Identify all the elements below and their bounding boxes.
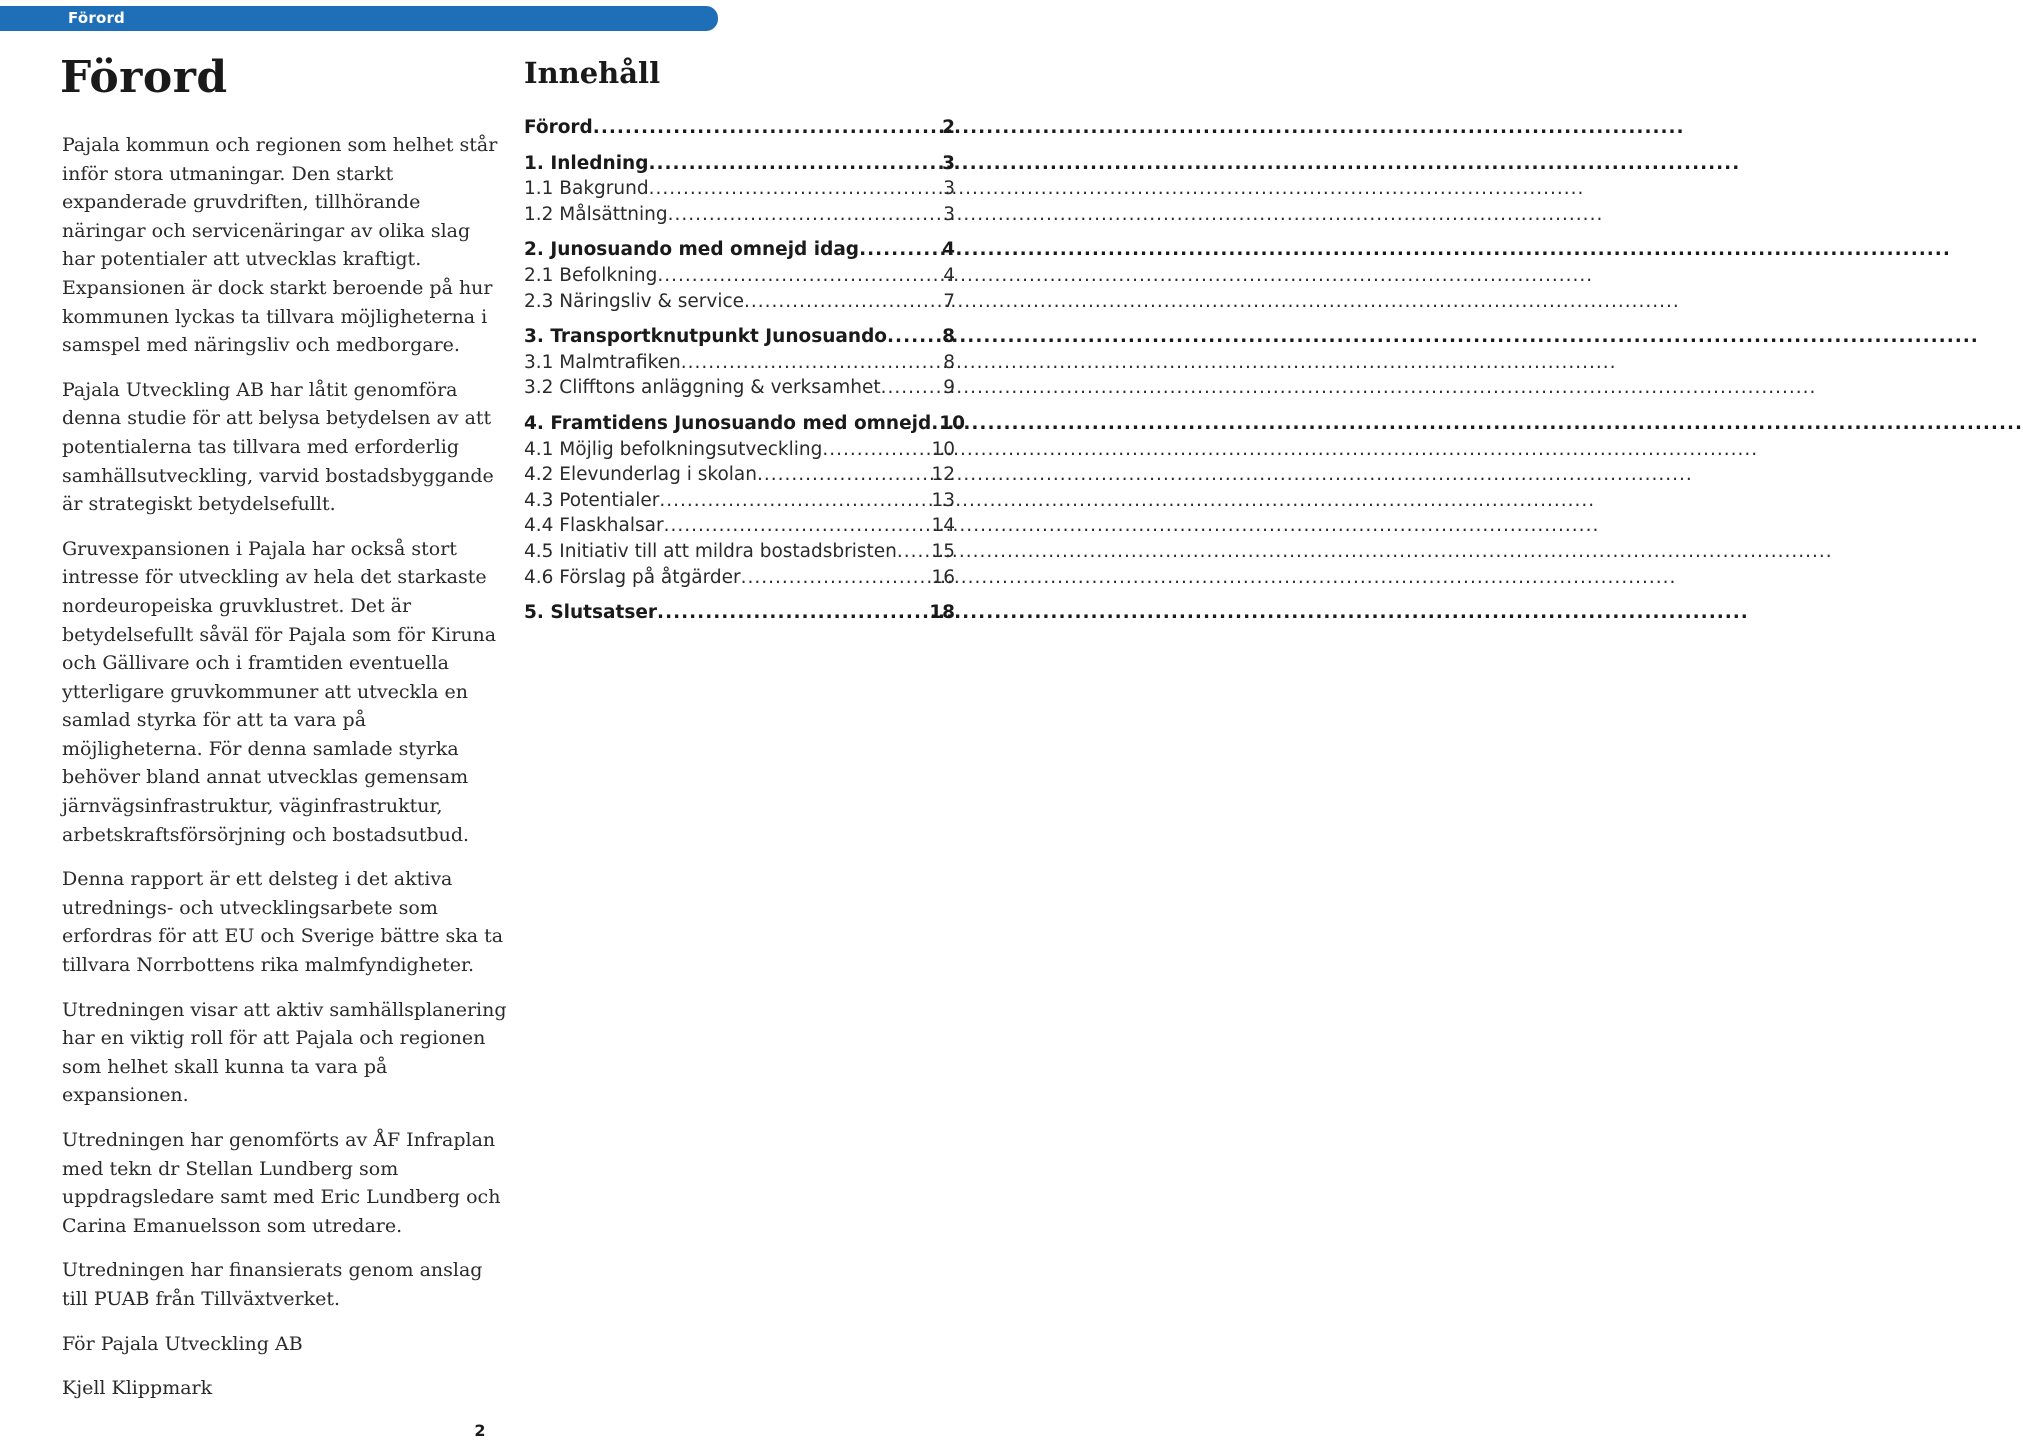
toc-entry-label: 3.1 Malmtrafiken [524,351,681,373]
toc-entry-label: 3.2 Clifftons anläggning & verksamhet [524,377,881,399]
toc-leader-dots [859,237,940,263]
toc-entry-label: 4.4 Flaskhalsar [524,515,664,537]
paragraph: Gruvexpansionen i Pajala har också stort intresse för utveckling av hela det starkaste nordeuropeiska gruvklustret. Det är betydelsefullt såväl för Pajala som för Kiruna och Gällivare och i framtiden eventuella ytterligare gruvkommuner att utveckla en samlad styrka för att ta vara på möjligheterna. För denna samlade styrka behöver bland annat utvecklas gemensam järnvägsinfrastruktur, väginfrastruktur, arbetskraftsförsörjning och bostadsutbud. [62,537,497,846]
paragraph: Pajala kommun och regionen som helhet står inför stora utmaningar. Den starkt expanderade gruvdriften, tillhörande näringar och servicenäringar av olika slag har potentialer att utvecklas kraftigt. Expansionen är dock starkt beroende på hur kommunen lyckas ta tillvara möjligheterna i samspel med näringsliv och medborgare. [62,134,498,357]
table-of-contents [524,115,965,626]
toc-leader-dots [741,565,930,591]
toc-entry-page: 4 [942,239,955,261]
toc-entry[interactable] [524,151,955,177]
toc-entry-label: 1.2 Målsättning [524,203,668,225]
toc-entry-page: 10 [939,412,965,434]
toc-leader-dots [744,289,941,315]
toc-entry-page: 3 [943,203,955,225]
toc-entry[interactable] [524,488,955,514]
toc-leader-dots [657,263,941,289]
toc-entry[interactable] [524,411,965,437]
toc-entry-page: 15 [931,540,955,562]
toc-entry-page: 4 [943,264,955,286]
toc-leader-dots [757,462,929,488]
toc-entry[interactable] [524,176,955,202]
paragraph: Utredningen visar att aktiv samhällsplanering har en viktig roll för att Pajala och regionen som helhet skall kunna ta vara på expansionen. [62,998,507,1107]
toc-entry[interactable] [524,513,955,539]
toc-entry-label: 4.6 Förslag på åtgärder [524,566,741,588]
toc-entry-label: 3. Transportknutpunkt Junosuando [524,326,888,348]
toc-entry-page: 18 [929,602,955,624]
toc-entry[interactable] [524,600,955,626]
paragraph: Denna rapport är ett delsteg i det aktiva utrednings- och utvecklingsarbete som erfordras för att EU och Sverige bättre ska ta tillvara Norrbottens rika malmfyndigheter. [62,868,504,977]
toc-entry-page: 9 [943,377,955,399]
toc-entry[interactable] [524,437,955,463]
toc-entry-page: 12 [931,464,955,486]
paragraph: Utredningen har finansierats genom anslag till PUAB från Tillväxtverket. [62,1259,483,1310]
toc-entry-label: 2.3 Näringsliv & service [524,290,745,312]
toc-leader-dots [668,202,942,228]
toc-entry[interactable] [524,237,955,263]
page-title: Förord [60,52,228,103]
toc-leader-dots [657,600,927,626]
page-number: 2 [474,1421,486,1440]
toc-entry-label: 1. Inledning [524,152,649,174]
toc-entry[interactable] [524,539,955,565]
toc-entry-page: 10 [931,438,955,460]
toc-leader-dots [649,176,942,202]
signature-name: Kjell Klippmark [62,1377,213,1400]
toc-leader-dots [659,488,929,514]
toc-entry[interactable] [524,324,955,350]
toc-entry-label: 4.5 Initiativ till att mildra bostadsbristen [524,540,897,562]
toc-entry-page: 8 [943,351,955,373]
signature-organization: För Pajala Utveckling AB [62,1332,303,1355]
toc-leader-dots [881,375,942,401]
toc-entry-page: 2 [942,117,955,138]
toc-entry-label: Förord [524,117,593,138]
toc-entry-label: 2. Junosuando med omnejd idag [524,239,860,261]
toc-entry-label: 2.1 Befolkning [524,264,658,286]
toc-entry-page: 8 [942,326,955,348]
toc-entry-label: 4. Framtidens Junosuando med omnejd [524,412,932,434]
toc-entry-page: 3 [942,152,955,174]
toc-entry-label: 4.3 Potentialer [524,489,660,511]
toc-entry[interactable] [524,565,955,591]
toc-entry-page: 16 [931,566,955,588]
toc-entry[interactable] [524,263,955,289]
toc-leader-dots [664,513,930,539]
toc-leader-dots [593,115,940,141]
toc-entry-label: 1.1 Bakgrund [524,178,649,200]
section-header-bar [0,6,718,31]
section-header-label: Förord [68,9,125,27]
toc-entry[interactable] [524,350,955,376]
toc-entry[interactable] [524,462,955,488]
toc-entry[interactable] [524,202,955,228]
body-text-column [62,131,507,1419]
toc-entry-page: 7 [943,290,955,312]
paragraph: Pajala Utveckling AB har låtit genomföra denna studie för att belysa betydelsen av att potentialerna tas tillvara med erforderlig samhällsutveckling, varvid bostadsbyggande är strategiskt betydelsefullt. [62,378,494,516]
toc-leader-dots [822,437,929,463]
toc-title: Innehåll [524,56,661,90]
toc-entry[interactable] [524,289,955,315]
toc-entry-label: 5. Slutsatser [524,602,658,624]
toc-leader-dots [897,539,930,565]
toc-leader-dots [681,350,941,376]
toc-entry-label: 4.1 Möjlig befolkningsutveckling [524,438,823,460]
paragraph: Utredningen har genomförts av ÅF Infraplan med tekn dr Stellan Lundberg som uppdragsledare samt med Eric Lundberg och Carina Emanuelsson som utredare. [62,1129,501,1237]
toc-entry[interactable] [524,115,955,141]
toc-leader-dots [648,151,940,177]
toc-entry[interactable] [524,375,955,401]
toc-entry-page: 14 [931,515,955,537]
toc-entry-page: 3 [943,178,955,200]
toc-entry-label: 4.2 Elevunderlag i skolan [524,464,757,486]
toc-leader-dots [887,324,940,350]
toc-entry-page: 13 [931,489,955,511]
